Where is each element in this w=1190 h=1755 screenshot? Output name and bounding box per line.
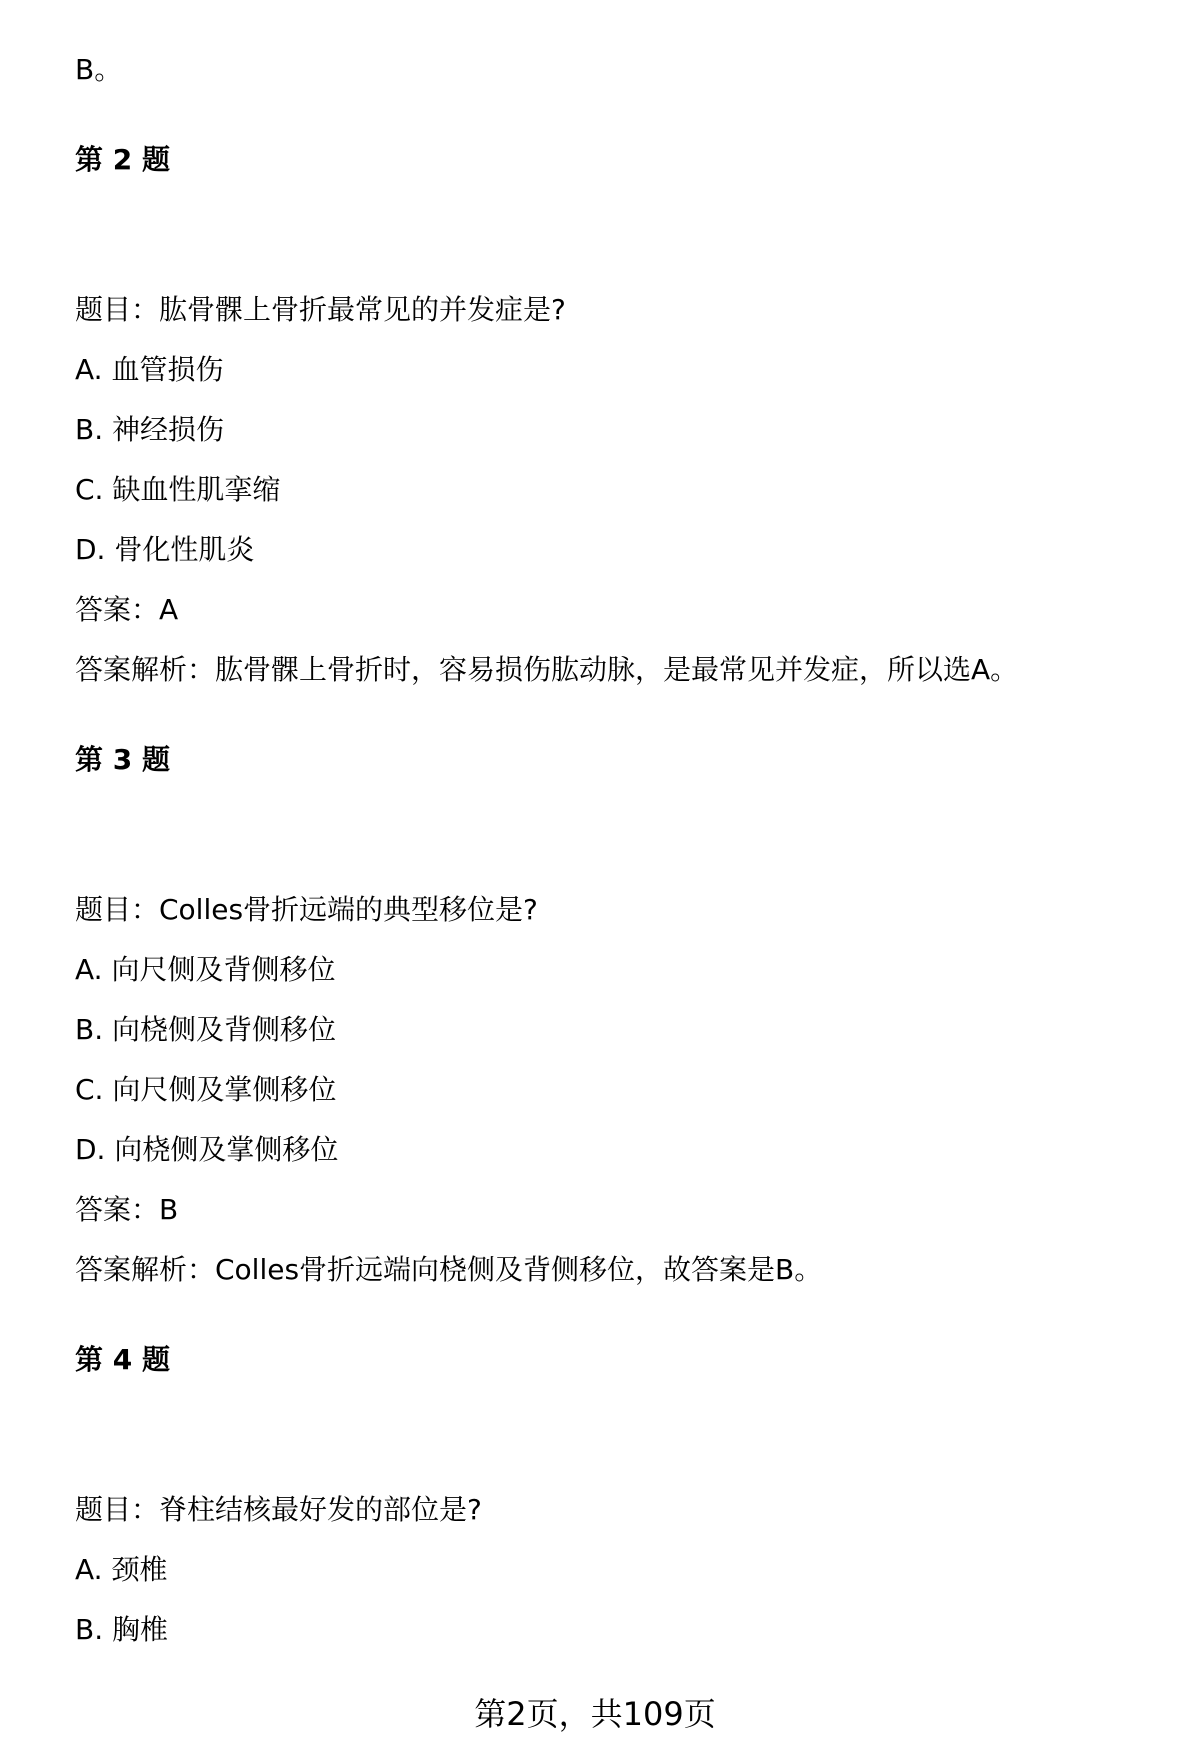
question-2-heading: 第 2 题 (75, 143, 170, 176)
question-3-option-c: C. 向尺侧及掌侧移位 (75, 1073, 337, 1106)
question-2-option-b: B. 神经损伤 (75, 413, 225, 446)
question-2-prompt: 题目：肱骨髁上骨折最常见的并发症是? (75, 293, 566, 326)
question-2-option-d: D. 骨化性肌炎 (75, 533, 255, 566)
question-2-option-c: C. 缺血性肌挛缩 (75, 473, 281, 506)
question-4-option-a: A. 颈椎 (75, 1553, 168, 1586)
question-4-prompt: 题目：脊柱结核最好发的部位是? (75, 1493, 482, 1526)
question-3-explanation: 答案解析：Colles骨折远端向桡侧及背侧移位，故答案是B。 (75, 1253, 823, 1286)
page-number-footer: 第2页，共109页 (474, 1695, 716, 1733)
previous-answer-continuation: B。 (75, 53, 123, 86)
question-4-option-b: B. 胸椎 (75, 1613, 169, 1646)
question-2-explanation: 答案解析：肱骨髁上骨折时，容易损伤肱动脉，是最常见并发症，所以选A。 (75, 653, 1019, 686)
question-3-heading: 第 3 题 (75, 743, 170, 776)
question-4-heading: 第 4 题 (75, 1343, 170, 1376)
question-3-answer: 答案：B (75, 1193, 179, 1226)
question-3-option-b: B. 向桡侧及背侧移位 (75, 1013, 337, 1046)
question-3-prompt: 题目：Colles骨折远端的典型移位是? (75, 893, 538, 926)
question-3-option-a: A. 向尺侧及背侧移位 (75, 953, 336, 986)
question-2-answer: 答案：A (75, 593, 179, 626)
question-3-option-d: D. 向桡侧及掌侧移位 (75, 1133, 339, 1166)
question-2-option-a: A. 血管损伤 (75, 353, 224, 386)
